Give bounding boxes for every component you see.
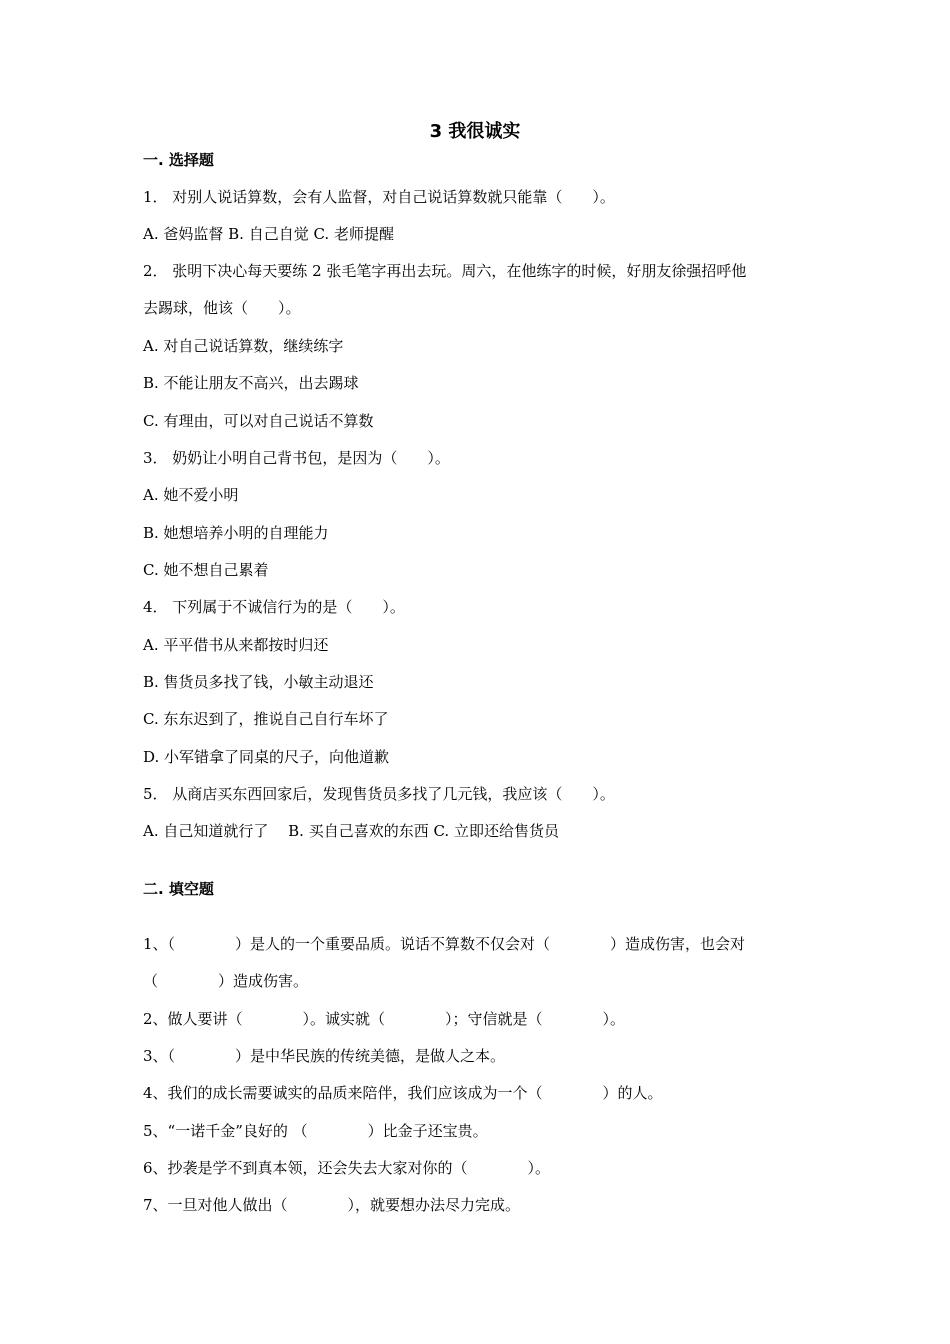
fill-line: 6、抄袭是学不到真本领，还会失去大家对你的（ ）。 — [143, 1159, 551, 1177]
option-line: A. 爸妈监督 B. 自己自觉 C. 老师提醒 — [143, 225, 394, 243]
question-line: 4． 下列属于不诚信行为的是（ ）。 — [143, 598, 405, 616]
page-title: 3 我很诚实 — [429, 121, 521, 142]
fill-line: 1、（ ）是人的一个重要品质。说话不算数不仅会对（ ）造成伤害，也会对 — [143, 935, 746, 953]
option-line: A. 她不爱小明 — [143, 486, 239, 504]
question-line: 1． 对别人说话算数，会有人监督，对自己说话算数就只能靠（ ）。 — [143, 188, 615, 206]
option-line: A. 对自己说话算数，继续练字 — [143, 337, 344, 355]
question-line: 去踢球，他该（ ）。 — [143, 299, 301, 317]
question-line: 5． 从商店买东西回家后，发现售货员多找了几元钱，我应该（ ）。 — [143, 785, 615, 803]
fill-line: （ ）造成伤害。 — [143, 972, 309, 990]
fill-line: 5、“一诺千金”良好的 （ ）比金子还宝贵。 — [143, 1122, 488, 1140]
option-line: B. 售货员多找了钱，小敏主动退还 — [143, 673, 374, 691]
section-heading-choice: 一. 选择题 — [143, 151, 214, 169]
section-heading-fill: 二. 填空题 — [143, 880, 214, 898]
fill-line: 2、做人要讲（ ）。诚实就（ ）；守信就是（ ）。 — [143, 1010, 626, 1028]
fill-line: 7、一旦对他人做出（ ），就要想办法尽力完成。 — [143, 1196, 521, 1214]
option-line: A. 平平借书从来都按时归还 — [143, 636, 329, 654]
fill-line: 3、（ ）是中华民族的传统美德，是做人之本。 — [143, 1047, 506, 1065]
option-line: C. 她不想自己累着 — [143, 561, 269, 579]
option-line: D. 小军错拿了同桌的尺子，向他道歉 — [143, 748, 390, 766]
option-line: C. 东东迟到了，推说自己自行车坏了 — [143, 710, 389, 728]
option-line: B. 不能让朋友不高兴，出去踢球 — [143, 374, 359, 392]
option-line: A. 自己知道就行了 B. 买自己喜欢的东西 C. 立即还给售货员 — [143, 822, 559, 840]
question-line: 3． 奶奶让小明自己背书包，是因为（ ）。 — [143, 449, 450, 467]
option-line: B. 她想培养小明的自理能力 — [143, 524, 329, 542]
option-line: C. 有理由，可以对自己说话不算数 — [143, 412, 374, 430]
question-line: 2． 张明下决心每天要练 2 张毛笔字再出去玩。周六，在他练字的时候，好朋友徐强招呼他 — [143, 262, 747, 280]
fill-line: 4、我们的成长需要诚实的品质来陪伴，我们应该成为一个（ ）的人。 — [143, 1084, 663, 1102]
